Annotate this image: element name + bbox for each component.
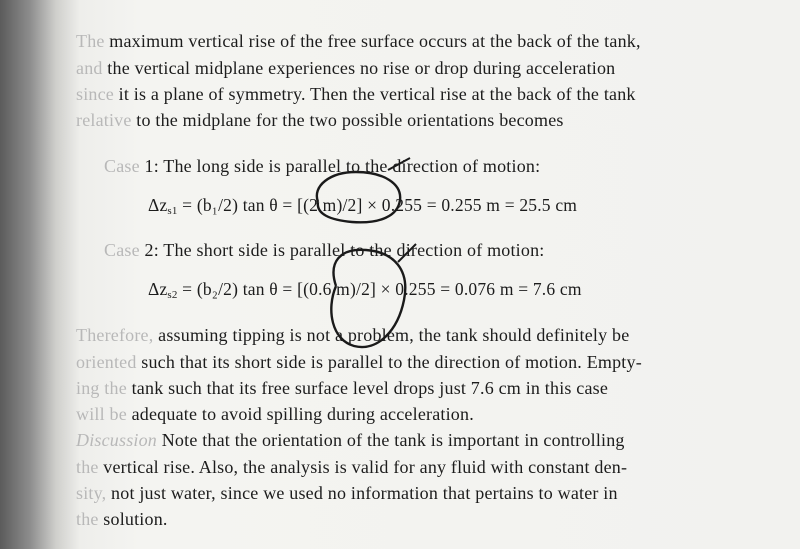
- paragraph-line: [76, 457, 627, 478]
- paragraph-line: [76, 110, 564, 131]
- line-text: it is a plane of symmetry. Then the vertical rise at the back of the tank: [113, 84, 636, 104]
- discussion-label: Discussion: [76, 430, 158, 450]
- case1-heading: [104, 156, 540, 177]
- paragraph-line: [76, 404, 474, 425]
- line-text: not just water, since we used no information that pertains to water in: [106, 483, 618, 503]
- line-text: to the midplane for the two possible orientations becomes: [131, 110, 564, 130]
- equation-rhs: = (b₂/2) tan θ = [(0.6 m)/2] × 0.255 = 0.076 m = 7.6 cm: [177, 279, 582, 299]
- line-text: such that its short side is parallel to the direction of motion. Empty-: [136, 352, 642, 372]
- case-heading-text: 1: The long side is parallel to the direction of motion:: [139, 156, 541, 176]
- paragraph-line: [76, 378, 608, 399]
- case-heading-text: 2: The short side is parallel to the direction of motion:: [139, 240, 545, 260]
- equation-rhs: = (b₁/2) tan θ = [(2 m)/2] × 0.255 = 0.255 m = 25.5 cm: [177, 195, 578, 215]
- line-text: Note that the orientation of the tank is important in controlling: [157, 430, 625, 450]
- line-text: solution.: [98, 509, 168, 529]
- case1-equation: [148, 195, 577, 217]
- paragraph-line: [76, 325, 629, 346]
- case2-heading: [104, 240, 545, 261]
- equation-subscript: s1: [167, 205, 178, 217]
- equation-subscript: s2: [167, 289, 178, 301]
- line-text: tank such that its free surface level drops just 7.6 cm in this case: [126, 378, 609, 398]
- discussion-line: [76, 430, 625, 451]
- case-label: Case: [104, 240, 140, 260]
- paragraph-line: [76, 58, 615, 79]
- faded-word: and: [76, 58, 103, 78]
- line-text: vertical rise. Also, the analysis is valid for any fluid with constant den-: [98, 457, 628, 477]
- faded-word: Therefore,: [76, 325, 154, 345]
- faded-word: the: [76, 509, 99, 529]
- faded-word: since: [76, 84, 114, 104]
- line-text: adequate to avoid spilling during acceleration.: [126, 404, 474, 424]
- faded-word: oriented: [76, 352, 137, 372]
- paragraph-line: [76, 509, 168, 530]
- faded-word: ing the: [76, 378, 127, 398]
- paragraph-line: [76, 31, 641, 52]
- faded-word: The: [76, 31, 105, 51]
- faded-word: relative: [76, 110, 132, 130]
- line-text: assuming tipping is not a problem, the tank should definitely be: [153, 325, 630, 345]
- faded-word: will be: [76, 404, 127, 424]
- paragraph-line: [76, 352, 642, 373]
- line-text: maximum vertical rise of the free surface occurs at the back of the tank,: [104, 31, 641, 51]
- faded-word: the: [76, 457, 99, 477]
- equation-lhs: Δz: [148, 279, 168, 299]
- case2-equation: [148, 279, 582, 301]
- line-text: the vertical midplane experiences no rise or drop during acceleration: [102, 58, 616, 78]
- paragraph-line: [76, 483, 618, 504]
- case-label: Case: [104, 156, 140, 176]
- equation-lhs: Δz: [148, 195, 168, 215]
- faded-word: sity,: [76, 483, 107, 503]
- paragraph-line: [76, 84, 636, 105]
